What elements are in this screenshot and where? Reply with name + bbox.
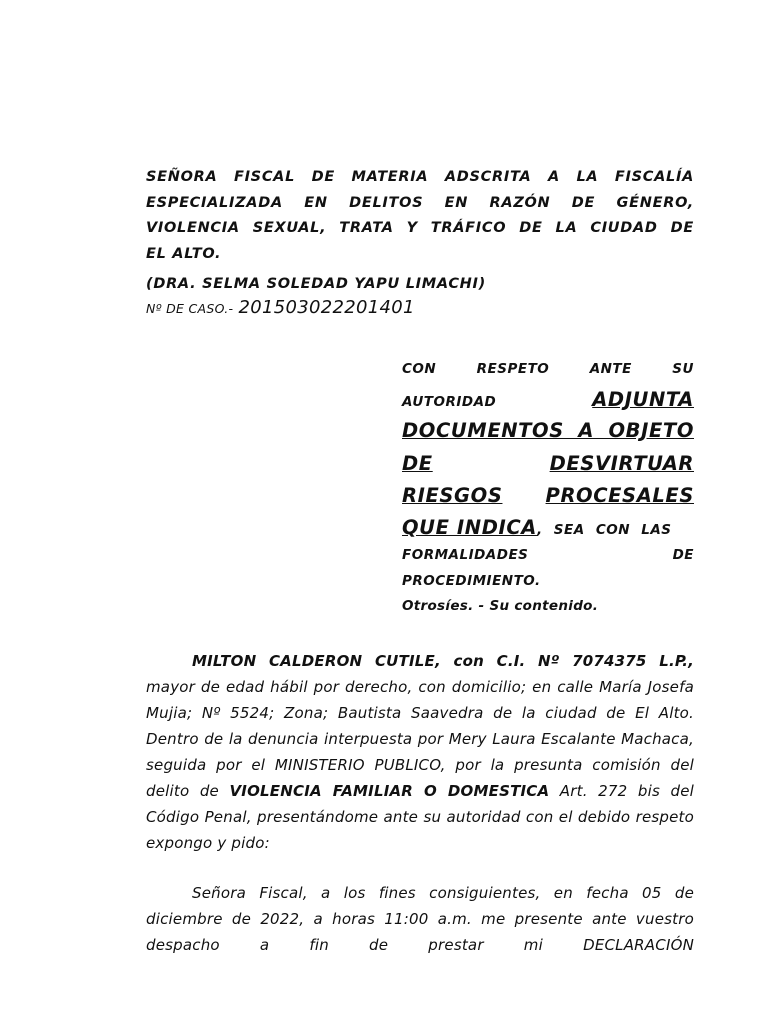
summary-word: CON <box>402 361 437 377</box>
summary-line-3: DOCUMENTOS A OBJETO <box>402 419 694 442</box>
summary-word: RIESGOS <box>402 484 503 507</box>
summary-word: ANTE <box>589 361 632 377</box>
summary-word: DE <box>402 452 433 475</box>
prosecutor-name: (DRA. SELMA SOLEDAD YAPU LIMACHI) <box>146 276 486 292</box>
addressee-line-2: ESPECIALIZADA EN DELITOS EN RAZÓN DE GÉNERO, <box>146 194 694 211</box>
summary-word: AUTORIDAD <box>402 394 497 410</box>
case-number: 201503022201401 <box>238 297 415 318</box>
addressee-line-3: VIOLENCIA SEXUAL, TRATA Y TRÁFICO DE LA CIUDAD DE <box>146 220 694 236</box>
summary-word: ADJUNTA <box>592 388 694 411</box>
addressee-line-1: SEÑORA FISCAL DE MATERIA ADSCRITA A LA FISCALÍA <box>146 169 694 185</box>
summary-word: QUE INDICA <box>402 516 537 539</box>
summary-line-6 <box>402 516 694 539</box>
case-number-line <box>146 296 694 321</box>
summary-line-2 <box>402 388 694 411</box>
summary-word: PROCESALES <box>545 484 694 507</box>
body-paragraph-1 <box>146 648 694 856</box>
case-number-label: Nº DE CASO.- <box>146 301 234 316</box>
summary-line-1 <box>402 361 694 377</box>
summary-line-8: PROCEDIMIENTO. <box>402 573 541 589</box>
petitioner-identification: MILTON CALDERON CUTILE, con C.I. Nº 7074375 L.P., <box>192 652 694 670</box>
summary-line-4 <box>402 452 694 475</box>
summary-word: , SEA CON LAS <box>536 522 672 538</box>
summary-word: SU <box>672 361 694 377</box>
body-paragraph-2 <box>146 880 694 958</box>
summary-word: FORMALIDADES <box>402 547 529 563</box>
paragraph-text: Art. 272 bis del Código Penal, presentándome ante su autoridad con el debido respeto expongo y pido: <box>146 782 694 852</box>
summary-word: DESVIRTUAR <box>549 452 694 475</box>
summary-line-7 <box>402 547 694 563</box>
summary-word: DE <box>672 547 694 563</box>
paragraph-text: Señora Fiscal, a los fines consiguientes, en fecha 05 de diciembre de 2022, a horas 11:00 a.m. me presente ante vuestro despacho a fin de prestar mi DECLARACIÓN <box>146 884 694 954</box>
addressee-line-4: EL ALTO. <box>146 245 222 262</box>
paragraph-text: mayor de edad hábil por derecho, con domicilio; en calle María Josefa Mujia; Nº 5524; Zona; Bautista Saavedra de la ciudad de El Alto. Dentro de la denuncia interpuesta por Mery Laura Escalante Machaca, seguida por el MINISTERIO PUBLICO, por la presunta comisión del delito de <box>146 678 694 800</box>
summary-word: RESPETO <box>476 361 550 377</box>
crime-name: VIOLENCIA FAMILIAR O DOMESTICA <box>229 782 550 800</box>
summary-line-9: Otrosíes. - Su contenido. <box>402 598 599 614</box>
summary-line-5 <box>402 484 694 507</box>
addressee-block <box>146 165 694 267</box>
